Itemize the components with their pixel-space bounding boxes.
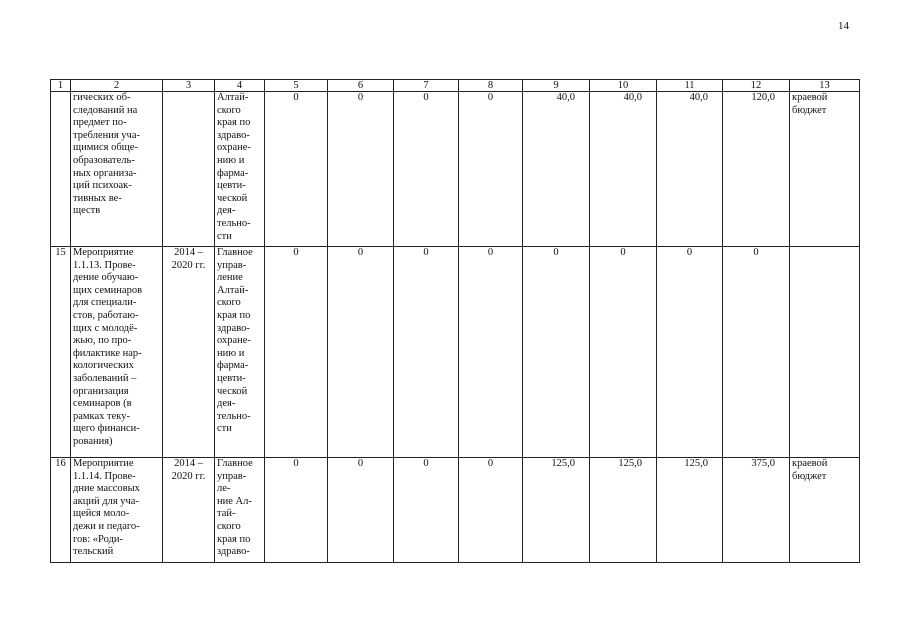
column-header: 12 xyxy=(723,80,790,92)
period-cell xyxy=(163,92,215,247)
row-number: 15 xyxy=(51,247,71,458)
column-header: 1 xyxy=(51,80,71,92)
funding-source: краевой бюджет xyxy=(790,92,860,247)
value-cell: 40,0 xyxy=(590,92,657,247)
value-cell: 0 xyxy=(394,458,459,563)
row-number xyxy=(51,92,71,247)
value-cell: 0 xyxy=(459,247,523,458)
value-cell: 0 xyxy=(657,247,723,458)
value-cell: 40,0 xyxy=(657,92,723,247)
column-header: 10 xyxy=(590,80,657,92)
value-cell: 40,0 xyxy=(523,92,590,247)
column-header: 8 xyxy=(459,80,523,92)
activity-description: гических об- следований на предмет по- требления уча- щимися обще- образователь- ных организа- ций психоак- тивных ве- ществ xyxy=(71,92,163,247)
column-header: 5 xyxy=(265,80,328,92)
value-cell: 0 xyxy=(328,247,394,458)
value-cell: 0 xyxy=(459,92,523,247)
total-cell: 0 xyxy=(723,247,790,458)
total-cell: 120,0 xyxy=(723,92,790,247)
value-cell: 0 xyxy=(459,458,523,563)
table-header-row xyxy=(51,80,860,92)
executor-cell: Главное управ- ление Алтай- ского края по здраво- охране- нию и фарма- цевти- ческой дея- тельно- сти xyxy=(215,247,265,458)
column-header: 9 xyxy=(523,80,590,92)
value-cell: 0 xyxy=(523,247,590,458)
value-cell: 125,0 xyxy=(590,458,657,563)
column-header: 11 xyxy=(657,80,723,92)
value-cell: 0 xyxy=(328,92,394,247)
value-cell: 0 xyxy=(265,247,328,458)
executor-cell: Главное управ- ле- ние Ал- тай- ского края по здраво- xyxy=(215,458,265,563)
value-cell: 125,0 xyxy=(523,458,590,563)
budget-table xyxy=(50,79,860,563)
column-header: 2 xyxy=(71,80,163,92)
activity-description: Мероприятие 1.1.13. Прове- дение обучаю- щих семинаров для специали- стов, работаю- щих с молодё- жью, по про- филактике нар- кологических заболеваний – организация семинаров (в рамках теку- щего финанси- рования) xyxy=(71,247,163,458)
page-number: 14 xyxy=(838,20,849,32)
column-header: 3 xyxy=(163,80,215,92)
funding-source xyxy=(790,247,860,458)
table-row xyxy=(51,247,860,458)
period-cell: 2014 – 2020 гг. xyxy=(163,458,215,563)
value-cell: 0 xyxy=(265,92,328,247)
executor-cell: Алтай- ского края по здраво- охране- нию и фарма- цевти- ческой дея- тельно- сти xyxy=(215,92,265,247)
value-cell: 125,0 xyxy=(657,458,723,563)
activity-description: Мероприятие 1.1.14. Прове- дние массовых акций для уча- щейся моло- дежи и педаго- гов: «Роди- тельский xyxy=(71,458,163,563)
table-row xyxy=(51,458,860,563)
value-cell: 0 xyxy=(328,458,394,563)
value-cell: 0 xyxy=(265,458,328,563)
table-row xyxy=(51,92,860,247)
value-cell: 0 xyxy=(590,247,657,458)
funding-source: краевой бюджет xyxy=(790,458,860,563)
value-cell: 0 xyxy=(394,92,459,247)
row-number: 16 xyxy=(51,458,71,563)
column-header: 4 xyxy=(215,80,265,92)
value-cell: 0 xyxy=(394,247,459,458)
column-header: 13 xyxy=(790,80,860,92)
column-header: 7 xyxy=(394,80,459,92)
period-cell: 2014 – 2020 гг. xyxy=(163,247,215,458)
total-cell: 375,0 xyxy=(723,458,790,563)
column-header: 6 xyxy=(328,80,394,92)
